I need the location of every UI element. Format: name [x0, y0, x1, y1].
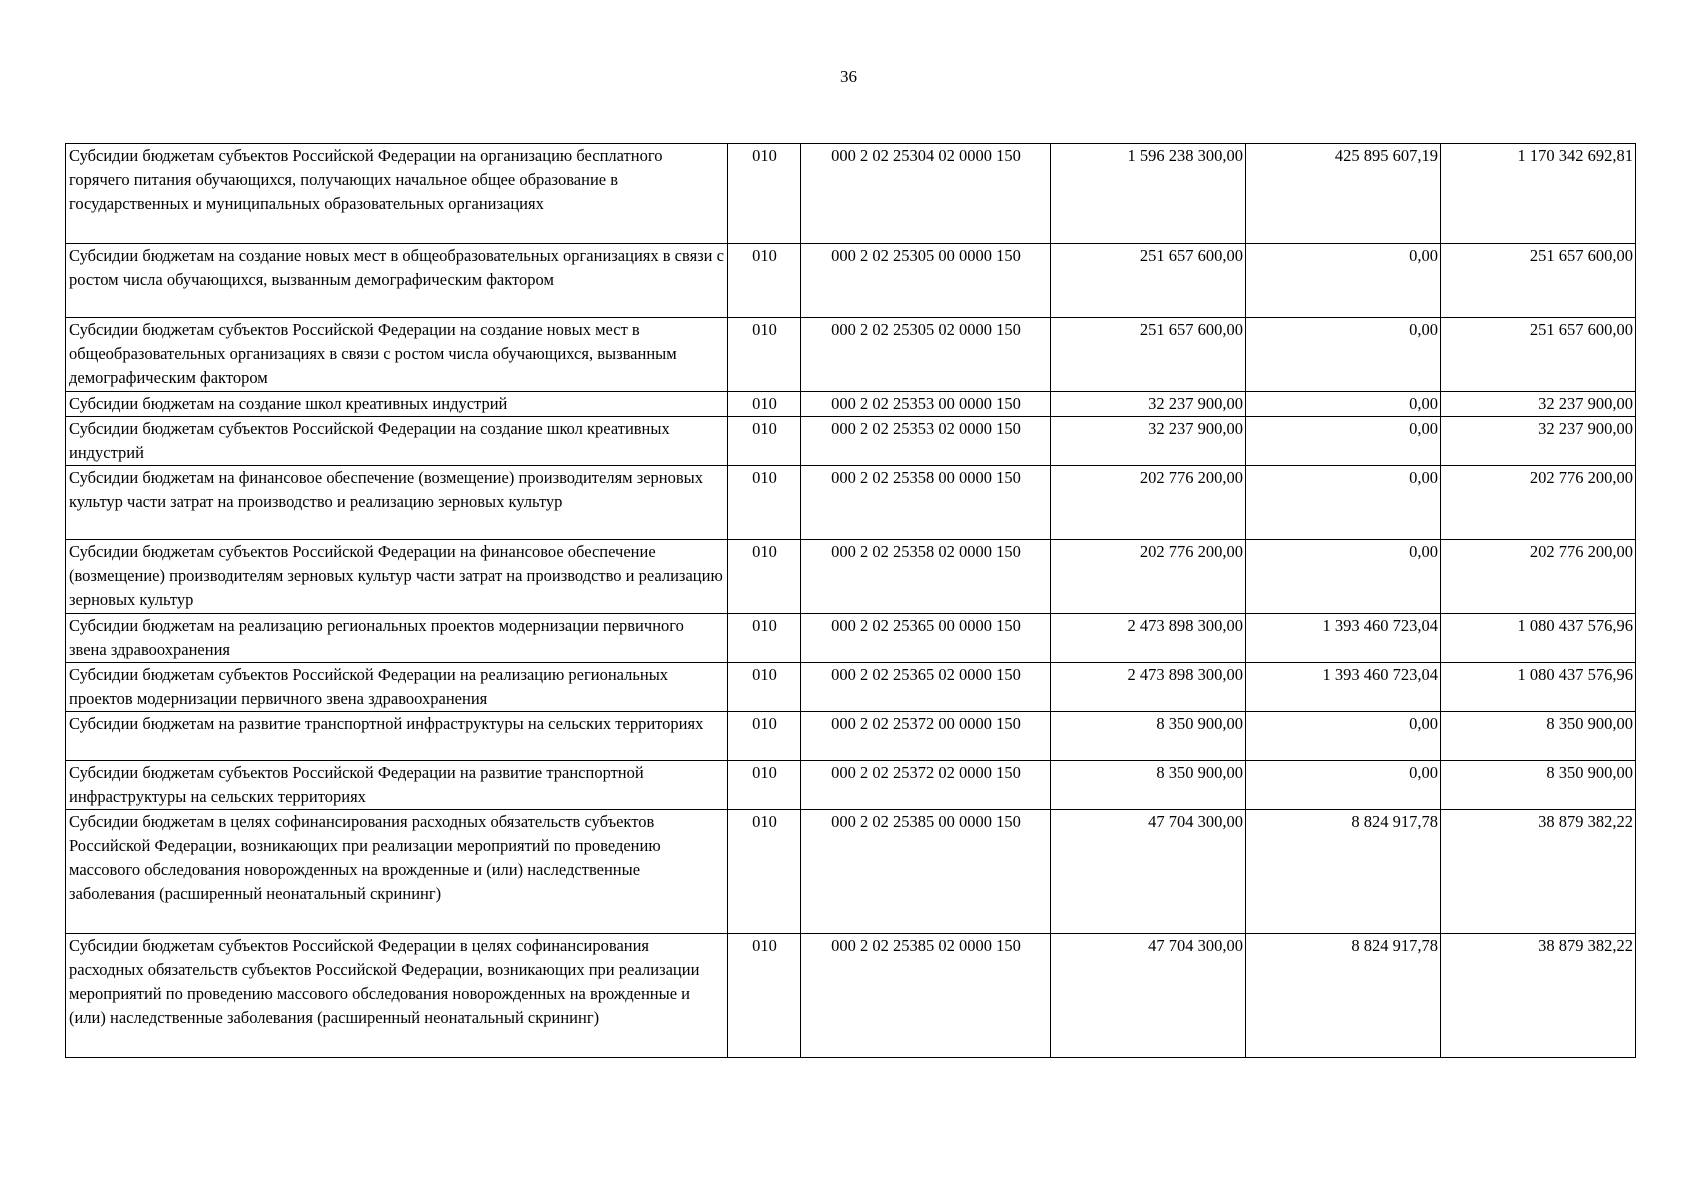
row-executed-amount: 0,00: [1246, 712, 1441, 761]
row-budget-code: 000 2 02 25353 00 0000 150: [801, 392, 1051, 417]
row-budget-code: 000 2 02 25372 02 0000 150: [801, 761, 1051, 810]
row-executed-amount: 8 824 917,78: [1246, 810, 1441, 934]
row-remaining-amount: 32 237 900,00: [1441, 417, 1636, 466]
row-admin-code: 010: [728, 761, 801, 810]
table-row: [66, 614, 1636, 663]
page-number: 36: [840, 67, 857, 86]
row-admin-code: 010: [728, 712, 801, 761]
row-approved-amount: 47 704 300,00: [1051, 810, 1246, 934]
table-row: [66, 810, 1636, 934]
row-approved-amount: 32 237 900,00: [1051, 417, 1246, 466]
row-budget-code: 000 2 02 25304 02 0000 150: [801, 144, 1051, 244]
row-approved-amount: 202 776 200,00: [1051, 540, 1246, 614]
row-approved-amount: 2 473 898 300,00: [1051, 663, 1246, 712]
row-remaining-amount: 202 776 200,00: [1441, 540, 1636, 614]
row-budget-code: 000 2 02 25305 00 0000 150: [801, 244, 1051, 318]
row-admin-code: 010: [728, 392, 801, 417]
table-row: [66, 144, 1636, 244]
row-remaining-amount: 1 080 437 576,96: [1441, 663, 1636, 712]
row-admin-code: 010: [728, 663, 801, 712]
row-admin-code: 010: [728, 614, 801, 663]
row-approved-amount: 2 473 898 300,00: [1051, 614, 1246, 663]
row-name: Субсидии бюджетам субъектов Российской Федерации на организацию бесплатного горячего питания обучающихся, получающих начальное общее образование в государственных и муниципальных образовательных организациях: [66, 144, 728, 244]
row-executed-amount: 0,00: [1246, 466, 1441, 540]
row-approved-amount: 8 350 900,00: [1051, 761, 1246, 810]
row-admin-code: 010: [728, 417, 801, 466]
table-row: [66, 540, 1636, 614]
row-remaining-amount: 202 776 200,00: [1441, 466, 1636, 540]
row-remaining-amount: 251 657 600,00: [1441, 244, 1636, 318]
row-admin-code: 010: [728, 810, 801, 934]
row-name: Субсидии бюджетам субъектов Российской Федерации на развитие транспортной инфраструктуры на сельских территориях: [66, 761, 728, 810]
row-approved-amount: 8 350 900,00: [1051, 712, 1246, 761]
budget-table-body: [66, 144, 1636, 1058]
row-budget-code: 000 2 02 25365 02 0000 150: [801, 663, 1051, 712]
row-executed-amount: 0,00: [1246, 417, 1441, 466]
row-remaining-amount: 32 237 900,00: [1441, 392, 1636, 417]
row-name: Субсидии бюджетам на финансовое обеспечение (возмещение) производителям зерновых культур части затрат на производство и реализацию зерновых культур: [66, 466, 728, 540]
row-executed-amount: 0,00: [1246, 761, 1441, 810]
row-approved-amount: 251 657 600,00: [1051, 318, 1246, 392]
row-budget-code: 000 2 02 25358 00 0000 150: [801, 466, 1051, 540]
row-budget-code: 000 2 02 25365 00 0000 150: [801, 614, 1051, 663]
row-approved-amount: 32 237 900,00: [1051, 392, 1246, 417]
row-executed-amount: 8 824 917,78: [1246, 934, 1441, 1058]
row-budget-code: 000 2 02 25372 00 0000 150: [801, 712, 1051, 761]
row-admin-code: 010: [728, 540, 801, 614]
row-admin-code: 010: [728, 466, 801, 540]
row-name: Субсидии бюджетам на создание новых мест в общеобразовательных организациях в связи с ростом числа обучающихся, вызванным демографическим фактором: [66, 244, 728, 318]
row-executed-amount: 425 895 607,19: [1246, 144, 1441, 244]
row-remaining-amount: 38 879 382,22: [1441, 934, 1636, 1058]
row-budget-code: 000 2 02 25305 02 0000 150: [801, 318, 1051, 392]
table-row: [66, 417, 1636, 466]
row-admin-code: 010: [728, 244, 801, 318]
row-executed-amount: 0,00: [1246, 540, 1441, 614]
row-approved-amount: 202 776 200,00: [1051, 466, 1246, 540]
row-name: Субсидии бюджетам субъектов Российской Федерации на создание новых мест в общеобразовательных организациях в связи с ростом числа обучающихся, вызванным демографическим фактором: [66, 318, 728, 392]
row-name: Субсидии бюджетам в целях софинансирования расходных обязательств субъектов Российской Федерации, возникающих при реализации мероприятий по проведению массового обследования новорожденных на врожденные и (или) наследственные заболевания (расширенный неонатальный скрининг): [66, 810, 728, 934]
row-remaining-amount: 251 657 600,00: [1441, 318, 1636, 392]
table-row: [66, 712, 1636, 761]
row-executed-amount: 0,00: [1246, 244, 1441, 318]
row-executed-amount: 1 393 460 723,04: [1246, 663, 1441, 712]
table-row: [66, 761, 1636, 810]
table-row: [66, 466, 1636, 540]
table-row: [66, 244, 1636, 318]
budget-table: [65, 143, 1636, 1058]
row-name: Субсидии бюджетам на развитие транспортной инфраструктуры на сельских территориях: [66, 712, 728, 761]
row-remaining-amount: 1 080 437 576,96: [1441, 614, 1636, 663]
table-row: [66, 934, 1636, 1058]
row-executed-amount: 0,00: [1246, 392, 1441, 417]
row-remaining-amount: 38 879 382,22: [1441, 810, 1636, 934]
row-budget-code: 000 2 02 25385 02 0000 150: [801, 934, 1051, 1058]
row-remaining-amount: 8 350 900,00: [1441, 761, 1636, 810]
row-name: Субсидии бюджетам субъектов Российской Федерации на финансовое обеспечение (возмещение) производителям зерновых культур части затрат на производство и реализацию зерновых культур: [66, 540, 728, 614]
row-admin-code: 010: [728, 318, 801, 392]
row-budget-code: 000 2 02 25385 00 0000 150: [801, 810, 1051, 934]
row-executed-amount: 1 393 460 723,04: [1246, 614, 1441, 663]
row-name: Субсидии бюджетам субъектов Российской Федерации на создание школ креативных индустрий: [66, 417, 728, 466]
row-approved-amount: 47 704 300,00: [1051, 934, 1246, 1058]
row-name: Субсидии бюджетам субъектов Российской Федерации в целях софинансирования расходных обязательств субъектов Российской Федерации, возникающих при реализации мероприятий по проведению массового обследования новорожденных на врожденные и (или) наследственные заболевания (расширенный неонатальный скрининг): [66, 934, 728, 1058]
row-executed-amount: 0,00: [1246, 318, 1441, 392]
row-name: Субсидии бюджетам на создание школ креативных индустрий: [66, 392, 728, 417]
row-name: Субсидии бюджетам на реализацию региональных проектов модернизации первичного звена здравоохранения: [66, 614, 728, 663]
row-admin-code: 010: [728, 934, 801, 1058]
row-remaining-amount: 1 170 342 692,81: [1441, 144, 1636, 244]
row-admin-code: 010: [728, 144, 801, 244]
row-budget-code: 000 2 02 25353 02 0000 150: [801, 417, 1051, 466]
table-row: [66, 392, 1636, 417]
row-name: Субсидии бюджетам субъектов Российской Федерации на реализацию региональных проектов модернизации первичного звена здравоохранения: [66, 663, 728, 712]
table-row: [66, 663, 1636, 712]
row-remaining-amount: 8 350 900,00: [1441, 712, 1636, 761]
row-budget-code: 000 2 02 25358 02 0000 150: [801, 540, 1051, 614]
table-row: [66, 318, 1636, 392]
row-approved-amount: 251 657 600,00: [1051, 244, 1246, 318]
row-approved-amount: 1 596 238 300,00: [1051, 144, 1246, 244]
